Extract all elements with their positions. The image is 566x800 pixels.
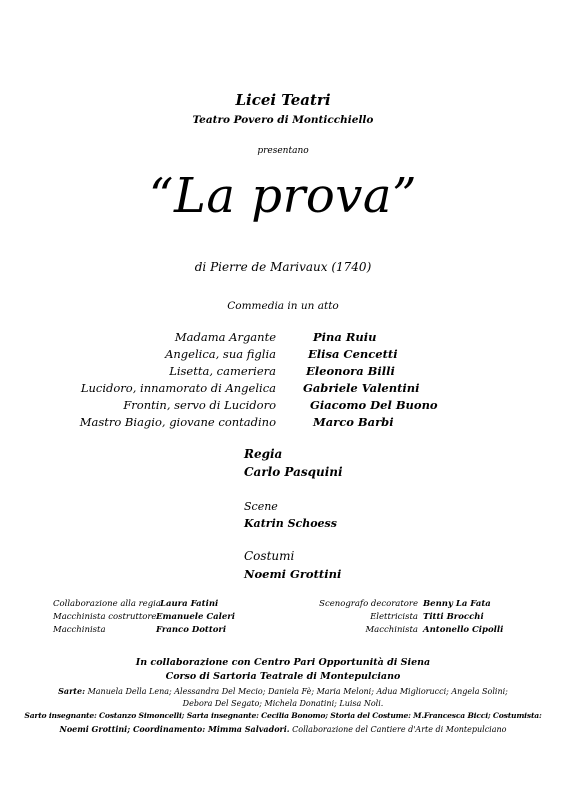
direction-name: Carlo Pasquini <box>244 465 343 479</box>
cast-actor: Pina Ruiu <box>313 330 377 344</box>
crew-role: Macchinista costruttore <box>53 612 157 622</box>
presents-text: presentano <box>257 146 309 156</box>
crew-role: Collaborazione alla regia <box>53 599 161 609</box>
crew-name: Emanuele Caleri <box>156 612 235 622</box>
crew-role: Macchinista <box>53 625 106 635</box>
cantiere-collaboration: Collaborazione del Cantiere d'Arte di Montepulciano <box>292 725 507 734</box>
teachers-coordination: Noemi Grottini; Coordinamento: Mimma Salvadori. <box>59 724 290 734</box>
costumes-label: Costumi <box>244 549 295 563</box>
cast-actor: Marco Barbi <box>313 415 394 429</box>
cast-role: Angelica, sua figlia <box>165 347 276 361</box>
direction-label: Regia <box>244 447 283 461</box>
collaboration-line-1: In collaborazione con Centro Pari Opportunità di Siena <box>135 657 431 668</box>
cast-role: Frontin, servo di Lucidoro <box>123 398 276 412</box>
scenes-label: Scene <box>244 500 278 513</box>
tailors-names-1: Manuela Della Lena; Alessandra Del Mecio; Daniela Fè; Maria Meloni; Adua Migliorucci; Angela Solini; <box>87 687 508 696</box>
collaboration-line-2: Corso di Sartoria Teatrale di Montepulciano <box>165 671 401 682</box>
crew-name: Laura Fatini <box>160 599 219 609</box>
play-author: di Pierre de Marivaux (1740) <box>194 260 372 274</box>
cast-role: Lucidoro, innamorato di Angelica <box>80 381 276 395</box>
crew-role: Macchinista <box>365 625 418 635</box>
company-name: Licei Teatri <box>235 91 331 109</box>
crew-role: Scenografo decoratore <box>319 599 418 609</box>
tailors-line-1 <box>0 686 566 696</box>
scenes-name: Katrin Schoess <box>244 517 337 530</box>
play-genre: Commedia in un atto <box>227 300 339 312</box>
tailors-line-2: Debora Del Segato; Michela Donatini; Luisa Noli. <box>182 699 384 708</box>
theatre-subtitle: Teatro Povero di Monticchiello <box>192 114 374 126</box>
cast-role: Madama Argante <box>174 330 276 344</box>
crew-role: Elettricista <box>370 612 418 622</box>
crew-name: Benny La Fata <box>423 599 491 609</box>
cast-role: Lisetta, cameriera <box>169 364 276 378</box>
crew-name: Titti Brocchi <box>423 612 484 622</box>
cast-role: Mastro Biagio, giovane contadino <box>79 415 276 429</box>
play-title: “La prova” <box>148 168 418 224</box>
cast-actor: Gabriele Valentini <box>303 381 420 395</box>
cast-actor: Eleonora Billi <box>306 364 395 378</box>
crew-name: Antonello Cipolli <box>423 625 504 635</box>
cast-actor: Giacomo Del Buono <box>310 398 438 412</box>
cast-actor: Elisa Cencetti <box>308 347 398 361</box>
crew-name: Franco Dottori <box>156 625 227 635</box>
costumes-name: Noemi Grottini <box>244 567 342 581</box>
teachers-line-1: Sarto insegnante: Costanzo Simoncelli; Sarta insegnante: Cecilia Bonomo; Storia del Costume: M.Francesca Bicci; Costumista: <box>24 711 542 720</box>
tailors-label: Sarte: <box>58 686 86 696</box>
teachers-line-2 <box>0 724 566 734</box>
